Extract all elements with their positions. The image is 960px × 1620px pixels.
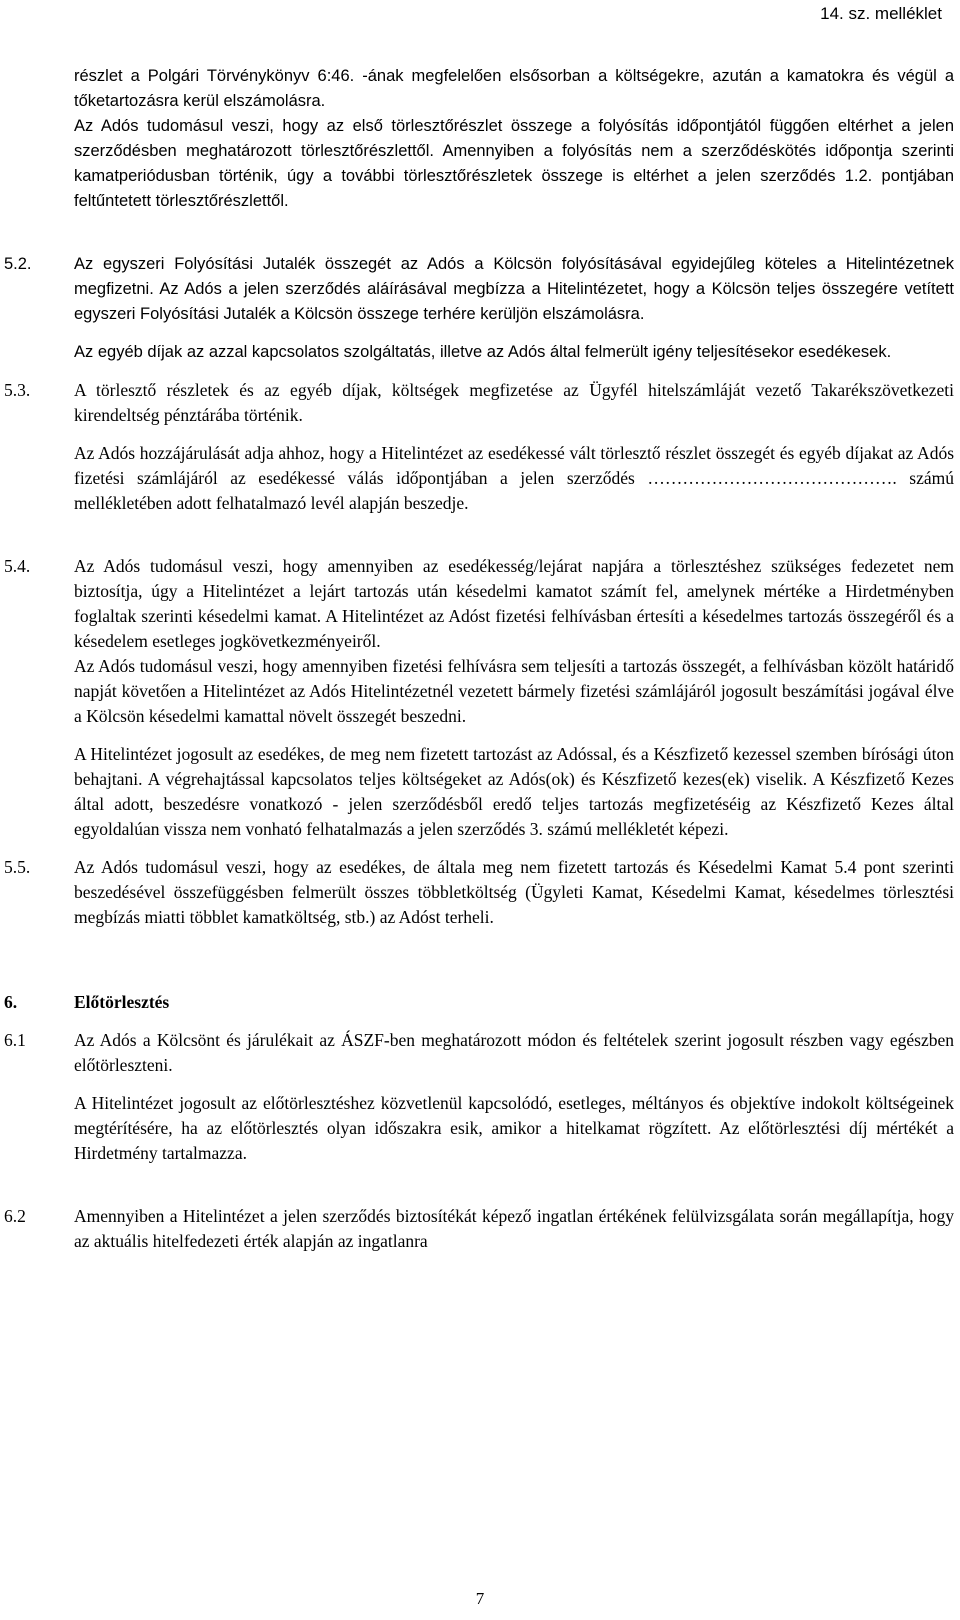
section-6-1 [4, 1028, 954, 1166]
intro-block [4, 64, 954, 214]
blank-dots: ……………………………………. [647, 468, 897, 488]
section-number: 5.4. [4, 556, 31, 576]
section-5-4-paragraph-1: Az Adós tudomásul veszi, hogy amennyiben az esedékesség/lejárat napjára a törlesztéshez szükséges fedezetet nem biztosítja, úgy a Hitelintézet a lejárt tartozás után késedelmi kamatot számít fel, amelynek mértéke a Hirdetményben foglaltak szerinti késedelmi kamat. A Hitelintézet az Adóst fizetési felhívásban értesíti a késedelmes tartozás összegéről és a késedelem esetleges jogkövetkezményeiről. [74, 556, 954, 651]
page-header: 14. sz. melléklet [820, 4, 942, 23]
section-5-2-paragraph-2: Az egyéb díjak az azzal kapcsolatos szolgáltatás, illetve az Adós által felmerült igény teljesítésekor esedékesek. [74, 343, 892, 361]
section-6-2 [4, 1204, 954, 1254]
section-5-2 [4, 252, 954, 365]
section-number: 6.1 [4, 1030, 26, 1050]
section-5-5 [4, 855, 954, 930]
section-number: 5.5. [4, 857, 31, 877]
intro-paragraph-2: Az Adós tudomásul veszi, hogy az első törlesztőrészlet összege a folyósítás időpontjától függően eltérhet a jelen szerződésben meghatározott törlesztőrészlettől. Amennyiben a folyósítás nem a szerződéskötés időpontja szerinti kamatperiódusban történik, úgy a további törlesztőrészletek összege is eltérhet a jelen szerződés 1.2. pontjában feltűntetett törlesztőrészlettől. [74, 117, 954, 210]
section-6-heading [4, 990, 954, 1015]
intro-paragraph-1: részlet a Polgári Törvénykönyv 6:46. -ának megfelelően elsősorban a költségekre, azután a kamatokra és végül a tőketartozásra kerül elszámolásra. [74, 67, 954, 110]
section-5-3-paragraph-1: A törlesztő részletek és az egyéb díjak, költségek megfizetése az Ügyfél hitelszámláját vezető Takarékszövetkezeti kirendeltség pénztárába történik. [74, 380, 954, 425]
section-5-4 [4, 554, 954, 842]
section-5-5-paragraph-1: Az Adós tudomásul veszi, hogy az esedékes, de általa meg nem fizetett tartozás és Késedelmi Kamat 5.4 pont szerinti beszedésével összefüggésben felmerült összes többletköltség (Ügyleti Kamat, Késedelmi Kamat, késedelmes törlesztési megbízás miatti többlet kamatköltség, stb.) az Adóst terheli. [74, 857, 954, 927]
section-6-2-paragraph-1: Amennyiben a Hitelintézet a jelen szerződés biztosítékát képező ingatlan értékének felülvizsgálata során megállapítja, hogy az aktuális hitelfedezeti érték alapján az ingatlanra [74, 1206, 954, 1251]
section-5-2-paragraph-1: Az egyszeri Folyósítási Jutalék összegét az Adós a Kölcsön folyósításával egyidejűleg köteles a Hitelintézetnek megfizetni. Az Adós a jelen szerződés aláírásával megbízza a Hitelintézetet, hogy a Kölcsön teljes összegére vetített egyszeri Folyósítási Jutalék a Kölcsön összege terhére kerüljön elszámolásra. [74, 255, 954, 323]
section-title: Előtörlesztés [74, 992, 170, 1012]
section-number: 5.2. [4, 255, 32, 273]
section-number: 6. [4, 992, 18, 1012]
document-body [4, 64, 954, 1254]
section-number: 5.3. [4, 380, 31, 400]
section-6-1-paragraph-1: Az Adós a Kölcsönt és járulékait az ÁSZF-ben meghatározott módon és feltételek szerint jogosult részben vagy egészben előtörleszteni. [74, 1030, 954, 1075]
section-5-4-paragraph-2: Az Adós tudomásul veszi, hogy amennyiben fizetési felhívásra sem teljesíti a tartozás összegét, a felhívásban közölt határidő napját követően a Hitelintézet az Adós Hitelintézetnél vezetett bármely fizetési számlájáról jogosult beszámítási jogával élve a Kölcsön késedelmi kamattal növelt összegét beszedni. [74, 656, 954, 726]
page-number: 7 [475, 1589, 485, 1608]
section-number: 6.2 [4, 1206, 26, 1226]
section-6-1-paragraph-2: A Hitelintézet jogosult az előtörlesztéshez közvetlenül kapcsolódó, esetleges, méltányos és objektíve indokolt költségeinek megtérítésére, ha az előtörlesztés olyan időszakra esik, amikor a hitelkamat rögzített. Az előtörlesztési díj mértékét a Hirdetmény tartalmazza. [74, 1093, 954, 1163]
section-5-4-paragraph-3: A Hitelintézet jogosult az esedékes, de meg nem fizetett tartozást az Adóssal, és a Készfizető kezessel szemben bírósági úton behajtani. A végrehajtással kapcsolatos teljes költségeket az Adós(ok) és Készfizető kezes(ek) viselik. A Készfizető Kezes által adott, beszedésre vonatkozó - jelen szerződésből eredő teljes tartozás megfizetéséig az Készfizető Kezes által egyoldalúan vissza nem vonható felhatalmazás a jelen szerződés 3. számú mellékletét képezi. [74, 744, 954, 839]
section-5-3-paragraph-2: Az Adós hozzájárulását adja ahhoz, hogy a Hitelintézet az esedékessé vált törlesztő részlet összegét és egyéb díjakat az Adós fizetési számlájáról az esedékessé válás időpontjában a jelen szerződés ……………………………………. számú mellékletében adott felhatalmazó levél alapján beszedje. [74, 443, 954, 513]
section-5-3 [4, 378, 954, 516]
